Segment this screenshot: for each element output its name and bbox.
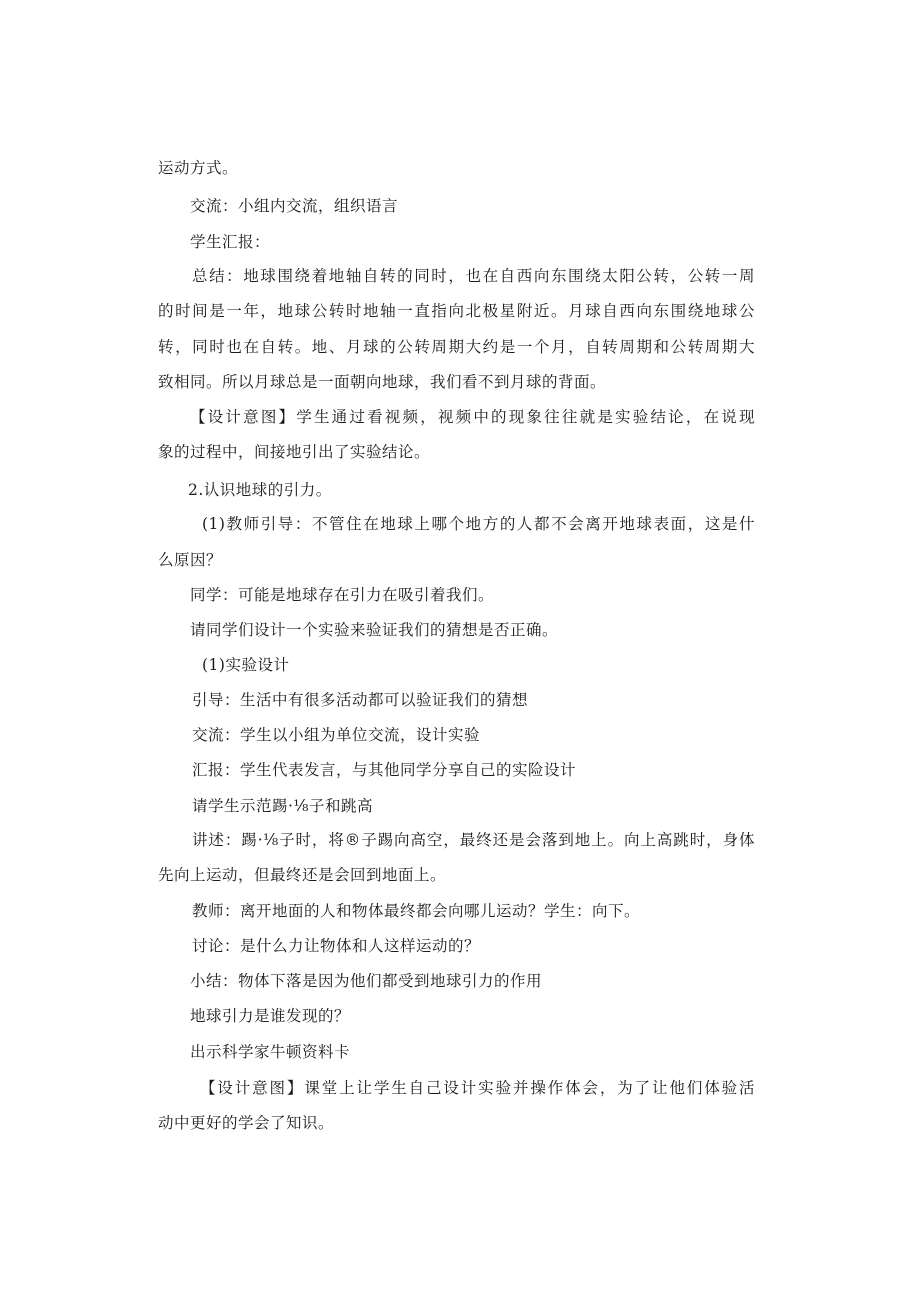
text-line: 转，同时也在自转。地、月球的公转周期大约是一个月，自转周期和公转周期大 <box>158 338 755 356</box>
text-line: 出示科学家牛顿资料卡 <box>190 1043 351 1061</box>
text-line: 请学生示范踢·⅛子和跳高 <box>192 797 373 815</box>
text-line: 讨论：是什么力让物体和人这样运动的？ <box>192 937 481 955</box>
text-line: (1)教师引导：不管住在地球上哪个地方的人都不会离开地球表面，这是什 <box>202 515 755 533</box>
subsection-heading: (1)实验设计 <box>202 656 290 674</box>
text-line: 汇报：学生代表发言，与其他同学分享自己的实险设计 <box>192 761 577 779</box>
text-line: 小结：物体下落是因为他们都受到地球引力的作用 <box>190 972 543 990</box>
text-line: 运动方式。 <box>158 159 239 177</box>
text-line: 象的过程中，间接地引出了实验结论。 <box>158 443 431 461</box>
text-line: 同学：可能是地球存在引力在吸引着我们。 <box>190 586 495 604</box>
text-line: 讲述：踢·⅛子时，将®子踢向高空，最终还是会落到地上。向上高跳时，身体 <box>192 831 755 849</box>
text-line: 学生汇报： <box>190 233 271 251</box>
text-line: 地球引力是谁发现的？ <box>190 1007 351 1025</box>
text-line: 动中更好的学会了知识。 <box>158 1114 335 1132</box>
text-line: 交流：学生以小组为单位交流，设计实验 <box>192 726 481 744</box>
text-line: 交流：小组内交流，组织语言 <box>190 197 399 215</box>
text-line: 的时间是一年，地球公转时地轴一直指向北极星附近。月球自西向东围绕地球公 <box>158 302 755 320</box>
text-line: 总结：地球围绕着地轴自转的同时，也在自西向东围绕太阳公转，公转一周 <box>192 267 755 285</box>
text-line: 请同学们设计一个实验来验证我们的猜想是否正确。 <box>190 621 559 639</box>
text-line: 教师：离开地面的人和物体最终都会向哪儿运动？学生：向下。 <box>192 902 641 920</box>
section-heading: 2.认识地球的引力。 <box>188 481 332 499</box>
design-intent-note: 【设计意图】学生通过看视频，视频中的现象往往就是实验结论，在说现 <box>190 408 755 426</box>
design-intent-note: 【设计意图】课堂上让学生自己设计实验并操作体会，为了让他们体验活 <box>200 1079 755 1097</box>
text-line: 么原因？ <box>158 551 223 569</box>
text-line: 先向上运动，但最终还是会回到地面上。 <box>158 866 447 884</box>
text-line: 引导：生活中有很多活动都可以验证我们的猜想 <box>192 691 529 709</box>
text-line: 致相同。所以月球总是一面朝向地球，我们看不到月球的背面。 <box>158 373 607 391</box>
